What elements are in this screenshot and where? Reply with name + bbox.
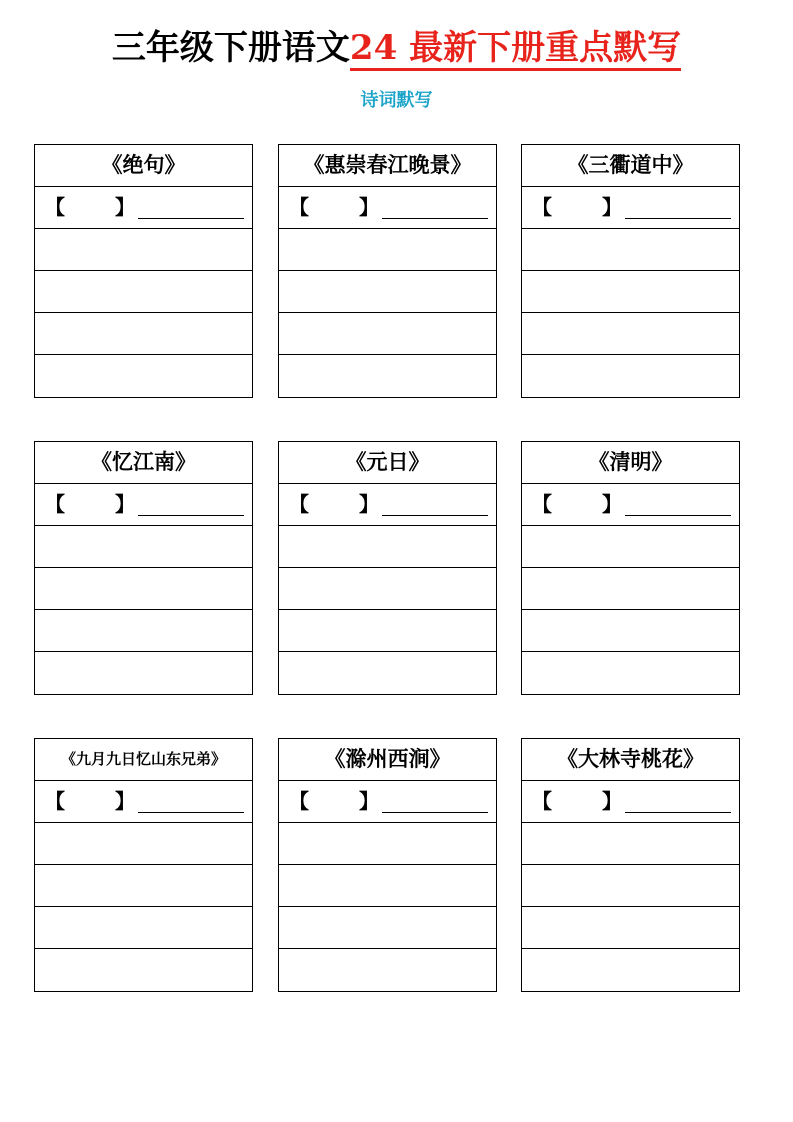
writing-line[interactable]	[35, 823, 252, 865]
writing-line[interactable]	[522, 313, 739, 355]
author-row	[35, 781, 252, 823]
writing-line[interactable]	[522, 355, 739, 397]
writing-line[interactable]	[279, 313, 496, 355]
writing-line[interactable]	[522, 652, 739, 694]
writing-line[interactable]	[279, 271, 496, 313]
title-red-part: 24 最新下册重点默写	[350, 28, 681, 71]
author-bracket-left: 【	[532, 789, 552, 813]
author-bracket-left: 【	[45, 195, 65, 219]
author-row	[279, 781, 496, 823]
author-blank-line[interactable]	[382, 812, 488, 813]
author-bracket-right: 】	[359, 789, 379, 813]
author-bracket-right: 】	[602, 492, 622, 516]
author-row	[279, 484, 496, 526]
title-black-part: 三年级下册语文	[111, 28, 350, 68]
author-row	[522, 781, 739, 823]
writing-line[interactable]	[35, 271, 252, 313]
author-row	[35, 484, 252, 526]
writing-line[interactable]	[522, 568, 739, 610]
writing-line[interactable]	[279, 568, 496, 610]
writing-line[interactable]	[35, 907, 252, 949]
author-row	[35, 187, 252, 229]
poem-title: 《忆江南》	[35, 442, 252, 484]
poem-title: 《元日》	[279, 442, 496, 484]
poem-card	[278, 738, 497, 992]
author-bracket-left: 【	[532, 492, 552, 516]
poem-title: 《大林寺桃花》	[522, 739, 739, 781]
writing-line[interactable]	[35, 949, 252, 991]
writing-line[interactable]	[279, 823, 496, 865]
poem-card	[278, 144, 497, 398]
writing-line[interactable]	[35, 313, 252, 355]
author-bracket-right: 】	[359, 492, 379, 516]
writing-line[interactable]	[522, 949, 739, 991]
author-bracket-left: 【	[289, 195, 309, 219]
author-blank-line[interactable]	[625, 812, 731, 813]
writing-line[interactable]	[522, 229, 739, 271]
poem-title: 《惠崇春江晚景》	[279, 145, 496, 187]
writing-line[interactable]	[279, 526, 496, 568]
page-title	[0, 26, 793, 70]
author-bracket-left: 【	[289, 789, 309, 813]
writing-line[interactable]	[35, 652, 252, 694]
page-subtitle: 诗词默写	[360, 90, 433, 111]
poem-card	[521, 441, 740, 695]
author-bracket-right: 】	[359, 195, 379, 219]
author-bracket-left: 【	[532, 195, 552, 219]
author-bracket-left: 【	[45, 789, 65, 813]
author-blank-line[interactable]	[138, 812, 244, 813]
author-bracket-left: 【	[45, 492, 65, 516]
author-blank-line[interactable]	[382, 218, 488, 219]
author-bracket-right: 】	[115, 195, 135, 219]
author-blank-line[interactable]	[382, 515, 488, 516]
poem-card	[521, 144, 740, 398]
author-bracket-right: 】	[602, 195, 622, 219]
writing-line[interactable]	[522, 865, 739, 907]
writing-line[interactable]	[522, 526, 739, 568]
writing-line[interactable]	[279, 652, 496, 694]
writing-line[interactable]	[279, 355, 496, 397]
author-blank-line[interactable]	[138, 515, 244, 516]
author-row	[522, 484, 739, 526]
writing-line[interactable]	[279, 949, 496, 991]
writing-line[interactable]	[522, 271, 739, 313]
writing-line[interactable]	[35, 610, 252, 652]
writing-line[interactable]	[279, 229, 496, 271]
writing-line[interactable]	[522, 823, 739, 865]
writing-line[interactable]	[279, 865, 496, 907]
writing-line[interactable]	[35, 526, 252, 568]
author-bracket-right: 】	[602, 789, 622, 813]
author-row	[279, 187, 496, 229]
author-bracket-right: 】	[115, 492, 135, 516]
writing-line[interactable]	[35, 865, 252, 907]
poem-title: 《绝句》	[35, 145, 252, 187]
author-bracket-right: 】	[115, 789, 135, 813]
author-blank-line[interactable]	[625, 218, 731, 219]
poem-title: 《滁州西涧》	[279, 739, 496, 781]
writing-line[interactable]	[35, 229, 252, 271]
poem-title: 《九月九日忆山东兄弟》	[35, 739, 252, 781]
poem-title: 《清明》	[522, 442, 739, 484]
author-row	[522, 187, 739, 229]
author-blank-line[interactable]	[625, 515, 731, 516]
writing-line[interactable]	[35, 355, 252, 397]
poem-card	[34, 738, 253, 992]
writing-line[interactable]	[279, 907, 496, 949]
poem-card	[34, 144, 253, 398]
writing-line[interactable]	[279, 610, 496, 652]
writing-line[interactable]	[35, 568, 252, 610]
poem-card	[34, 441, 253, 695]
author-bracket-left: 【	[289, 492, 309, 516]
poem-card	[521, 738, 740, 992]
author-blank-line[interactable]	[138, 218, 244, 219]
writing-line[interactable]	[522, 610, 739, 652]
writing-line[interactable]	[522, 907, 739, 949]
poem-card	[278, 441, 497, 695]
poem-title: 《三衢道中》	[522, 145, 739, 187]
